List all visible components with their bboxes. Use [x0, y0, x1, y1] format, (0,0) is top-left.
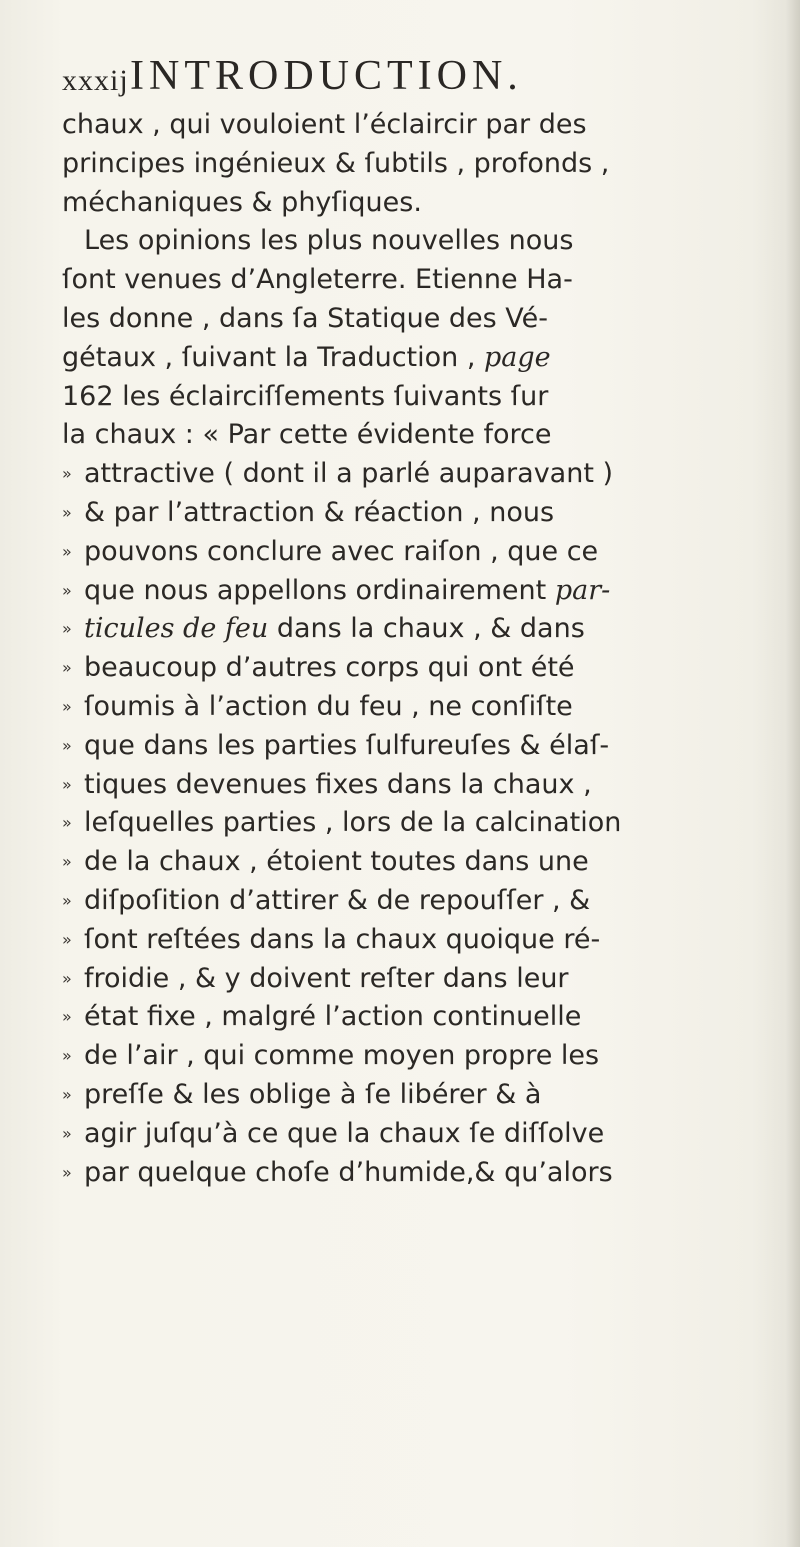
quote-mark: »: [62, 1046, 72, 1066]
line-text: preſſe & les oblige à ſe libérer & à: [84, 1078, 542, 1110]
text-line: [62, 766, 762, 805]
line-text: diſpoſition d’attirer & de repouſſer , &: [84, 884, 591, 916]
text-line: [62, 145, 762, 184]
line-text: que nous appellons ordinairement: [84, 574, 555, 606]
quote-mark: »: [62, 503, 72, 523]
line-text: chaux , qui vouloient l’éclaircir par des: [62, 109, 587, 140]
line-text: état fixe , malgré l’action continuelle: [84, 1001, 582, 1033]
page-edge-shadow: [786, 0, 800, 1547]
text-line: [62, 222, 762, 261]
page-number: xxxij: [62, 64, 129, 97]
line-text: ſont venues d’Angleterre. Etienne Ha-: [62, 264, 573, 296]
text-line: [62, 727, 762, 766]
text-line: [62, 339, 762, 378]
line-text: attractive ( dont il a parlé auparavant ): [84, 458, 614, 490]
line-text: par quelque choſe d’humide,& qu’alors: [84, 1156, 613, 1188]
text-line: [62, 843, 762, 882]
text-line: [62, 1076, 762, 1115]
line-text: gétaux , ſuivant la Traduction ,: [62, 341, 485, 373]
quote-mark: »: [62, 1162, 72, 1182]
text-line: [62, 533, 762, 572]
text-line: [62, 416, 762, 455]
text-line: [62, 1037, 762, 1076]
text-line: [62, 804, 762, 843]
quote-mark: »: [62, 813, 72, 833]
quote-mark: »: [62, 929, 72, 949]
line-text: agir juſqu’à ce que la chaux ſe diſſolve: [84, 1117, 605, 1149]
line-text: ſont reſtées dans la chaux quoique ré-: [84, 923, 601, 955]
text-line: [62, 921, 762, 960]
quote-mark: »: [62, 968, 72, 988]
text-line: [62, 1115, 762, 1154]
quote-mark: »: [62, 1085, 72, 1105]
quote-mark: »: [62, 464, 72, 484]
quote-mark: »: [62, 697, 72, 717]
italic-text: par-: [554, 574, 611, 606]
body-text: [62, 106, 762, 1192]
quote-mark: »: [62, 619, 72, 639]
quote-mark: »: [62, 1007, 72, 1027]
italic-text: ticules de feu: [84, 613, 269, 645]
line-text: les donne , dans ſa Statique des Vé-: [62, 302, 549, 334]
quote-mark: »: [62, 735, 72, 755]
text-line: [62, 1154, 762, 1193]
line-text: 162 les éclairciſſements ſuivants ſur: [62, 380, 549, 412]
line-text: méchaniques & phyſiques.: [62, 186, 422, 218]
line-text: principes ingénieux & ſubtils , profonds ,: [62, 147, 610, 179]
text-line: [62, 610, 762, 649]
quote-mark: »: [62, 774, 72, 794]
line-text: ſoumis à l’action du feu , ne conſiſte: [84, 690, 573, 722]
text-line: [62, 649, 762, 688]
line-text: de l’air , qui comme moyen propre les: [84, 1040, 600, 1072]
line-text: Les opinions les plus nouvelles nous: [84, 225, 574, 257]
quote-mark: »: [62, 1123, 72, 1143]
line-text: leſquelles parties , lors de la calcination: [84, 807, 622, 839]
text-line: [62, 378, 762, 417]
text-line: [62, 882, 762, 921]
quote-mark: »: [62, 658, 72, 678]
quote-mark: »: [62, 580, 72, 600]
italic-text: page: [484, 341, 551, 373]
text-line: [62, 960, 762, 999]
line-text: de la chaux , étoient toutes dans une: [84, 846, 589, 878]
line-text: dans la chaux , & dans: [268, 613, 585, 645]
quote-mark: »: [62, 852, 72, 872]
text-line: [62, 261, 762, 300]
text-line: [62, 455, 762, 494]
text-line: [62, 998, 762, 1037]
line-text: pouvons conclure avec raiſon , que ce: [84, 535, 599, 567]
text-line: [62, 106, 762, 145]
text-line: [62, 184, 762, 223]
line-text: que dans les parties ſulfureuſes & élaſ-: [84, 729, 610, 761]
quote-mark: »: [62, 891, 72, 911]
page-header: [62, 52, 752, 102]
line-text: beaucoup d’autres corps qui ont été: [84, 652, 575, 684]
text-line: [62, 300, 762, 339]
line-text: tiques devenues fixes dans la chaux ,: [84, 768, 592, 800]
line-text: froidie , & y doivent reſter dans leur: [84, 962, 569, 994]
text-line: [62, 494, 762, 533]
text-line: [62, 688, 762, 727]
text-line: [62, 572, 762, 611]
line-text: la chaux : « Par cette évidente force: [62, 419, 552, 451]
quote-mark: »: [62, 541, 72, 561]
running-title: INTRODUCTION.: [130, 53, 523, 99]
line-text: & par l’attraction & réaction , nous: [84, 496, 555, 528]
